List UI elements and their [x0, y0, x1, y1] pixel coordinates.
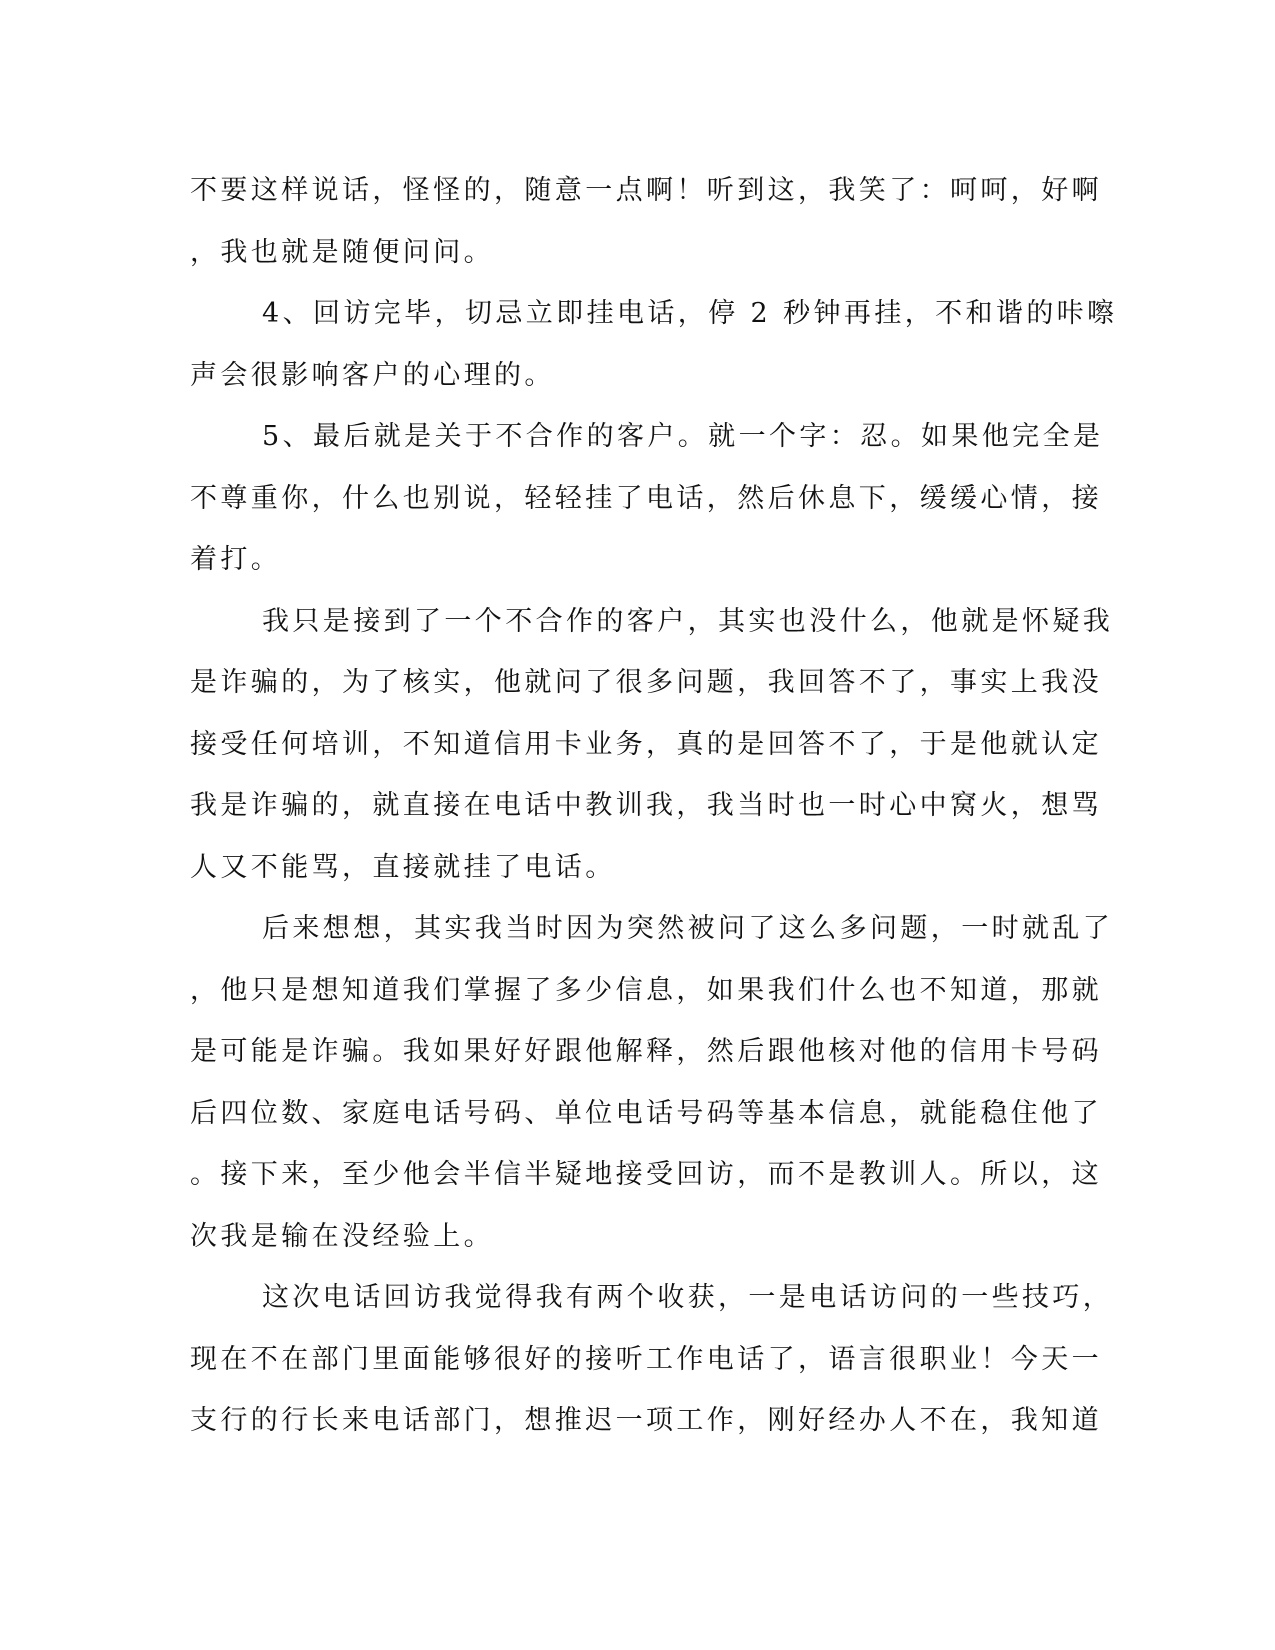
text-line: 后来想想，其实我当时因为突然被问了这么多问题，一时就乱了: [262, 913, 1114, 944]
text-line: 是诈骗的，为了核实，他就问了很多问题，我回答不了，事实上我没: [190, 667, 1102, 698]
text-line: 4、回访完毕，切忌立即挂电话，停 2 秒钟再挂，不和谐的咔嚓: [262, 298, 1118, 329]
text-line: 是可能是诈骗。我如果好好跟他解释，然后跟他核对他的信用卡号码: [190, 1036, 1102, 1067]
text-line: 人又不能骂，直接就挂了电话。: [190, 851, 616, 883]
text-line: 不尊重你，什么也别说，轻轻挂了电话，然后休息下，缓缓心情，接: [190, 482, 1102, 514]
document-body: [190, 160, 1118, 1452]
text-line: 支行的行长来电话部门，想推迟一项工作，刚好经办人不在，我知道: [190, 1405, 1102, 1436]
text-line: 我是诈骗的，就直接在电话中教训我，我当时也一时心中窝火，想骂: [190, 790, 1102, 821]
text-line: 接受任何培训，不知道信用卡业务，真的是回答不了，于是他就认定: [190, 728, 1102, 760]
text-line: 5、最后就是关于不合作的客户。就一个字：忍。如果他完全是: [262, 421, 1104, 452]
text-line: 后四位数、家庭电话号码、单位电话号码等基本信息，就能稳住他了: [190, 1097, 1102, 1129]
text-line: 现在不在部门里面能够很好的接听工作电话了，语言很职业！今天一: [190, 1343, 1102, 1375]
text-line: 次我是输在没经验上。: [190, 1220, 494, 1252]
text-line: 不要这样说话，怪怪的，随意一点啊！听到这，我笑了：呵呵，好啊: [190, 175, 1102, 206]
text-line: 着打。: [190, 544, 282, 575]
text-line: ，他只是想知道我们掌握了多少信息，如果我们什么也不知道，那就: [190, 974, 1102, 1006]
text-line: 这次电话回访我觉得我有两个收获，一是电话访问的一些技巧，: [262, 1282, 1114, 1313]
text-line: 。接下来，至少他会半信半疑地接受回访，而不是教训人。所以，这: [190, 1159, 1102, 1190]
text-line: 我只是接到了一个不合作的客户，其实也没什么，他就是怀疑我: [262, 605, 1114, 637]
text-line: 声会很影响客户的心理的。: [190, 359, 555, 391]
text-line: ，我也就是随便问问。: [190, 236, 494, 268]
